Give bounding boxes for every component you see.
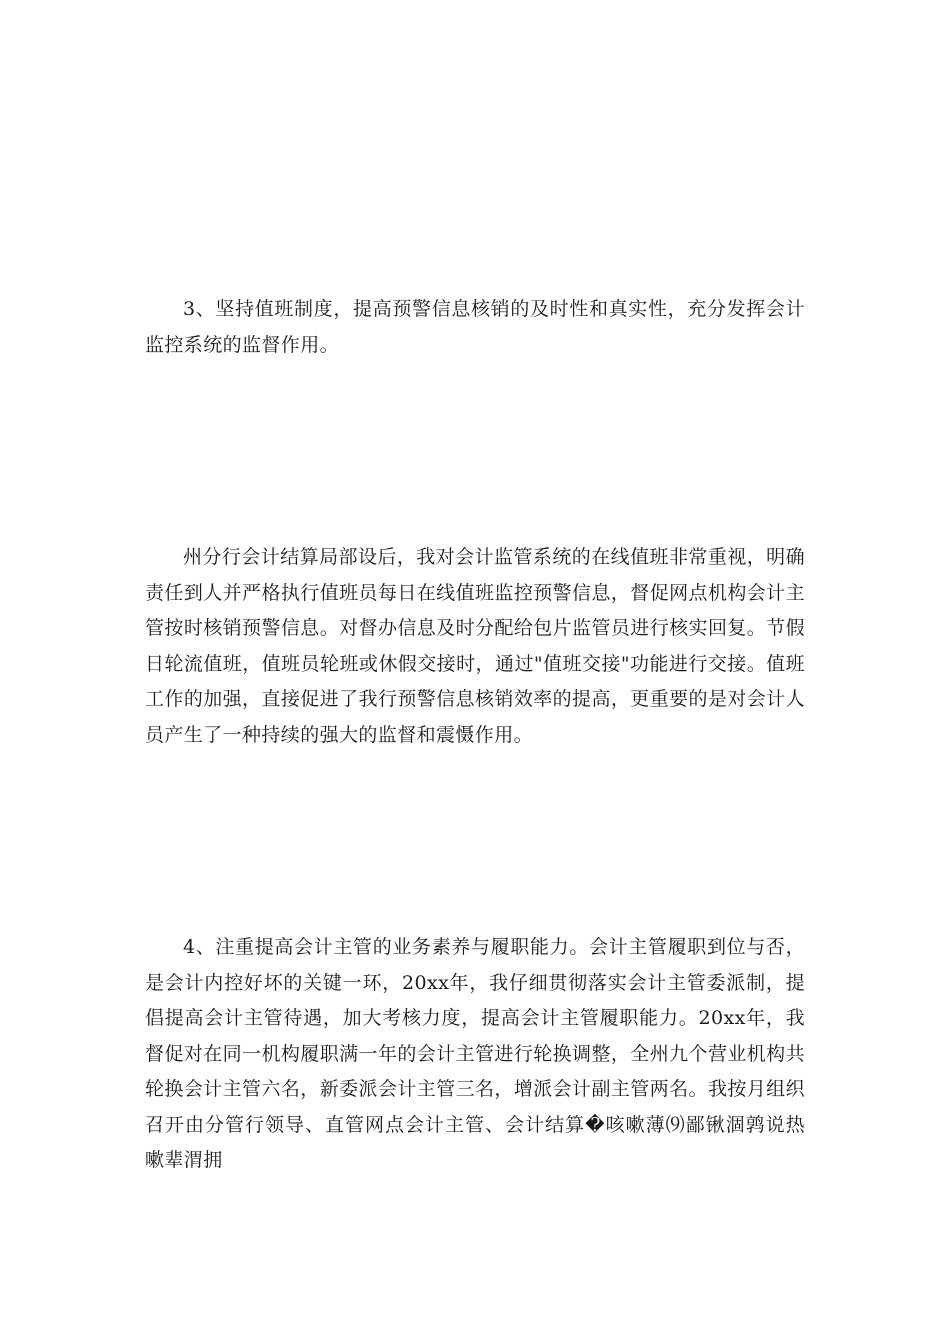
paragraph-accounting-supervisor: 4、注重提高会计主管的业务素养与履职能力。会计主管履职到位与否，是会计内控好坏的关键一环，20xx年，我仔细贯彻落实会计主管委派制，提倡提高会计主管待遇，加大考核力度，提高会计主管履职能力。20xx年，我督促对在同一机构履职满一年的会计主管进行轮换调整，全州九个营业机构共轮换会计主管六名，新委派会计主管三名，增派会计副主管两名。我按月组织召开由分管行领导、直管网点会计主管、会计结算�咳嗽薄⑼鄙锹涸鹑说热嗽辈渭拥 xyxy=(145,936,805,1171)
paragraph-online-duty: 州分行会计结算局部设后，我对会计监管系统的在线值班非常重视，明确责任到人并严格执行值班员每日在线值班监控预警信息，督促网点机构会计主管按时核销预警信息。对督办信息及时分配给包片监管员进行核实回复。节假日轮流值班，值班员轮班或休假交接时，通过"值班交接"功能进行交接。值班工作的加强，直接促进了我行预警信息核销效率的提高，更重要的是对会计人员产生了一种持续的强大的监督和震慑作用。 xyxy=(145,546,805,746)
paragraph-duty-system: 3、坚持值班制度，提高预警信息核销的及时性和真实性，充分发挥会计监控系统的监督作用。 xyxy=(145,298,805,356)
